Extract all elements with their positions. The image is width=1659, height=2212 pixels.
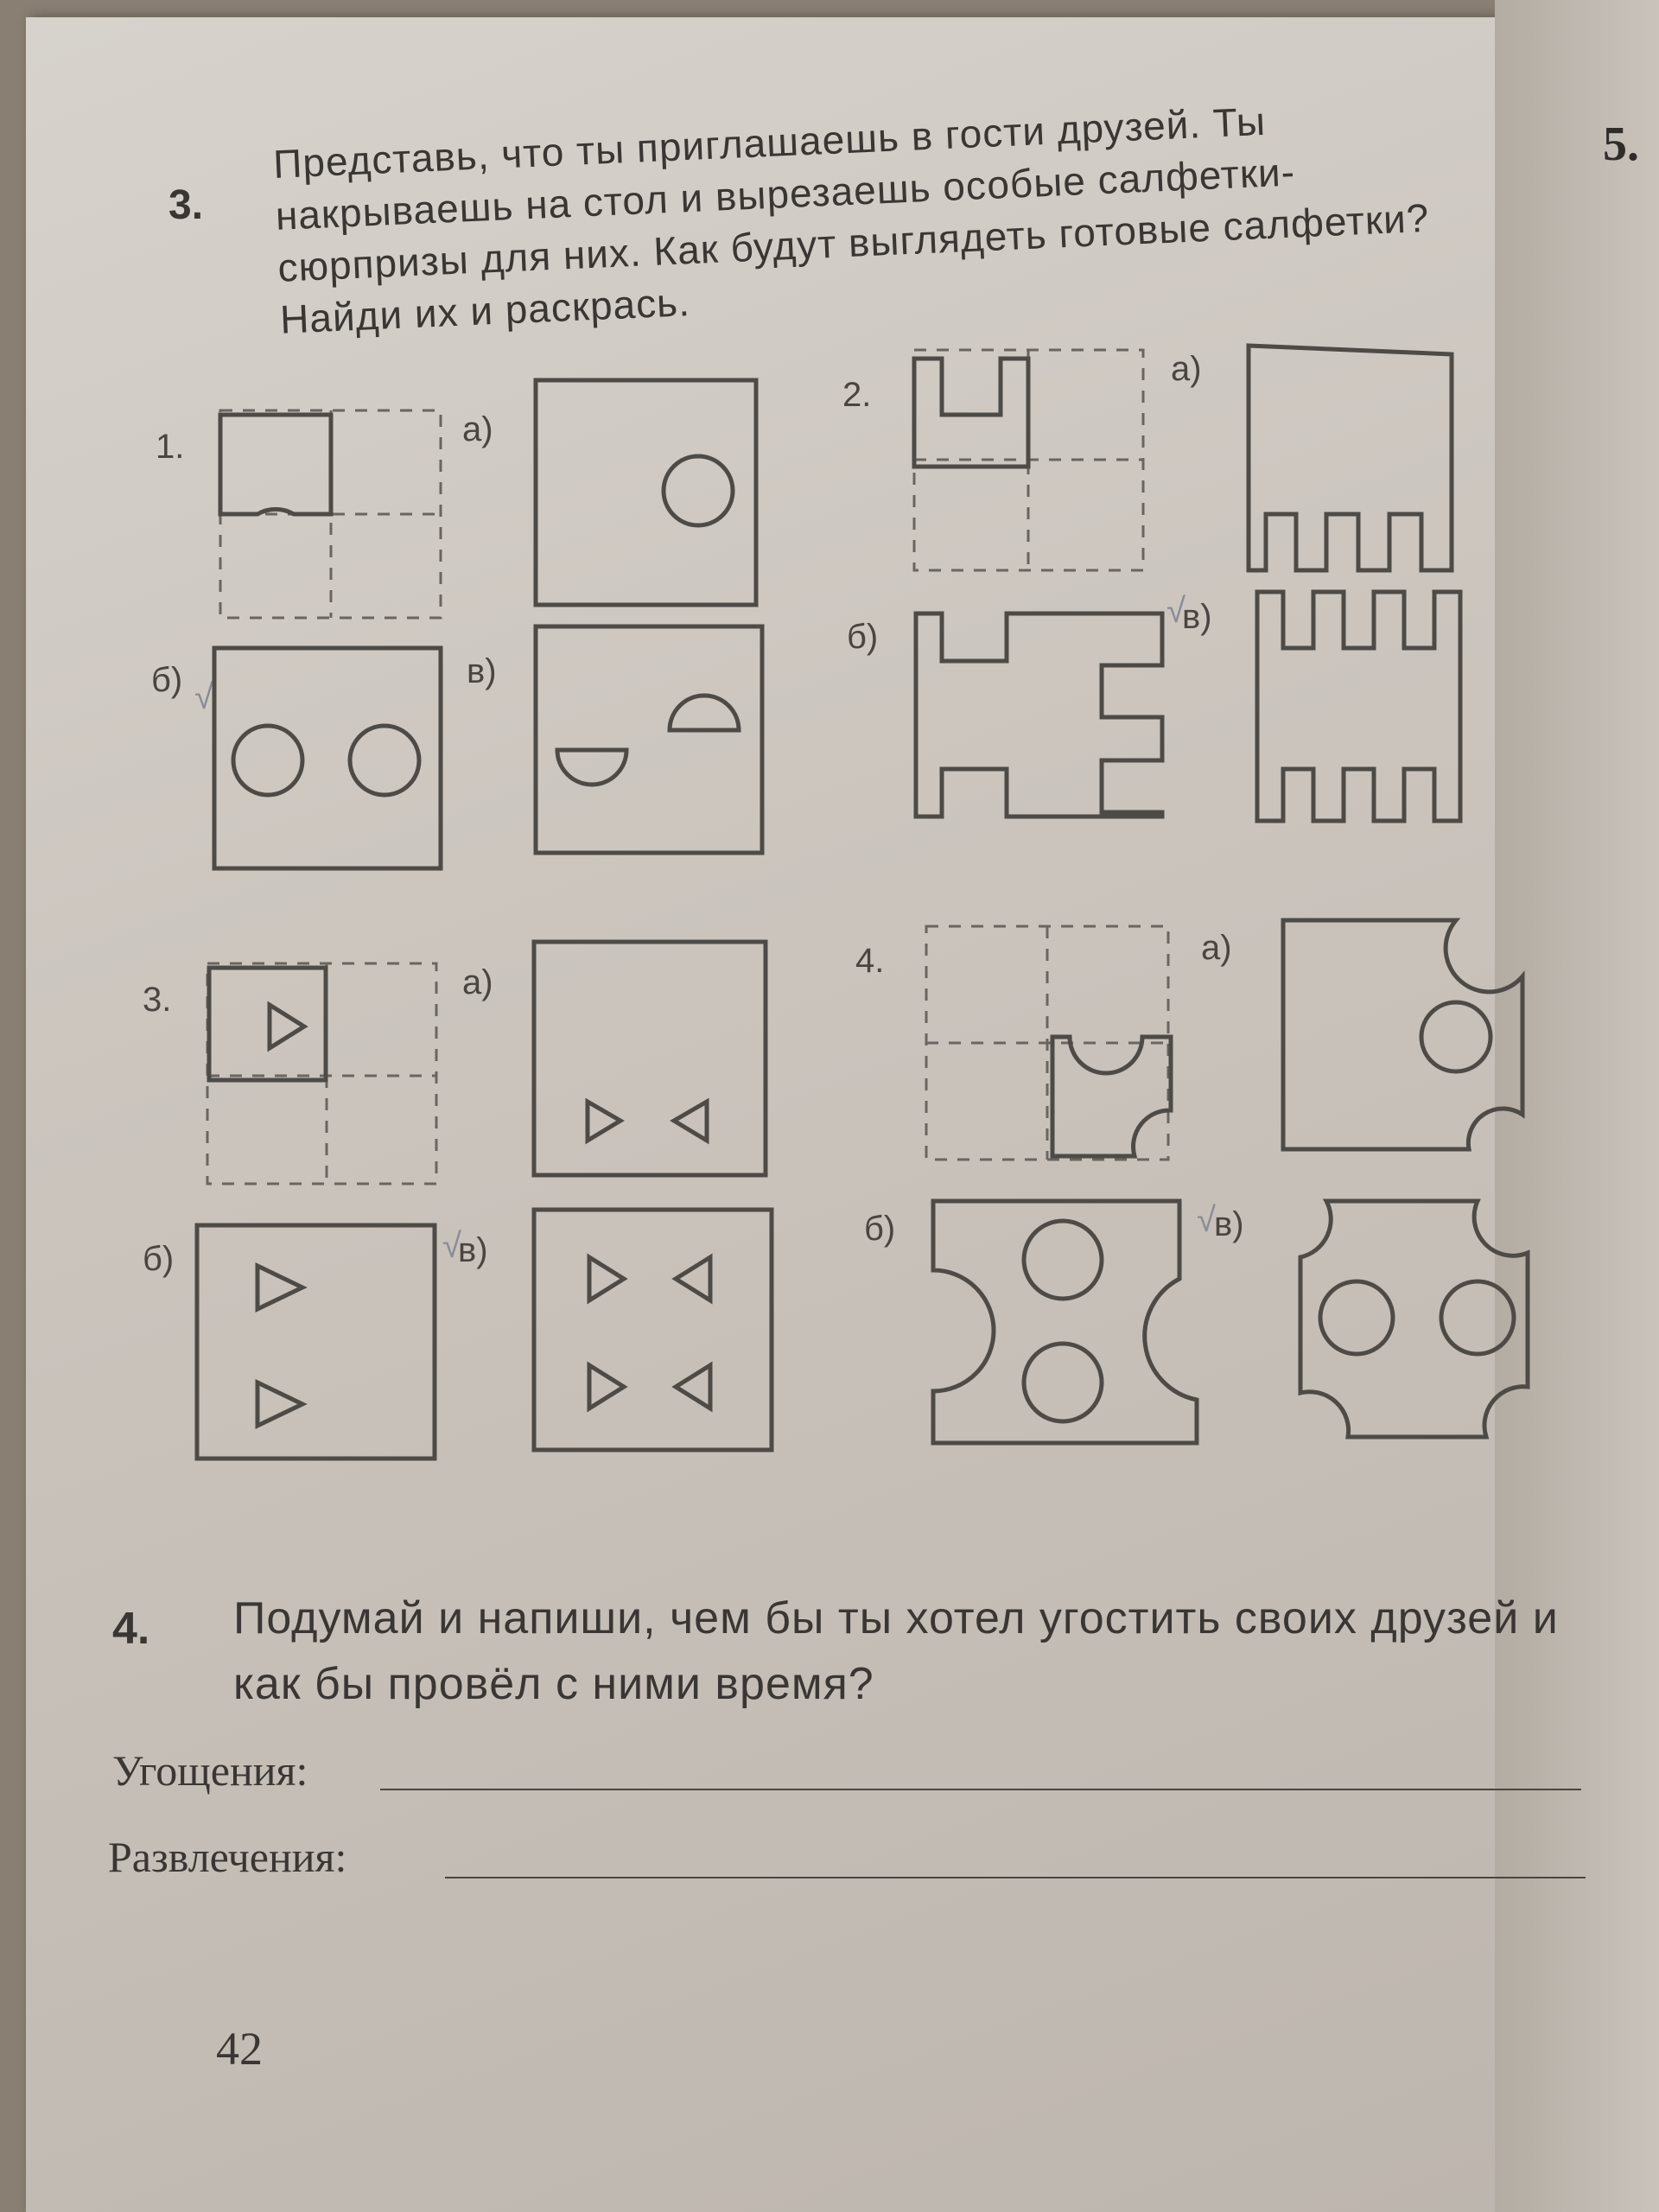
puzzle-3-option-b[interactable] (197, 1225, 435, 1459)
fun-answer-line[interactable] (445, 1877, 1586, 1878)
task-3-text: Представь, что ты приглашаешь в гости друзей. Ты накрываешь на стол и вырезаешь особые салфетки-сюрпризы для них. Как будут выглядеть готовые салфетки? Найди их и раскрась. (272, 98, 1431, 342)
task-4-number: 4. (112, 1604, 150, 1654)
puzzle-1-option-b[interactable] (214, 648, 441, 868)
puzzle-4-option-b[interactable] (933, 1201, 1197, 1443)
puzzle-4-number: 4. (855, 942, 885, 980)
fun-label: Развлечения: (108, 1833, 347, 1881)
puzzle-2-option-a-label[interactable]: а) (1171, 350, 1202, 388)
puzzle-3-option-a[interactable] (534, 942, 766, 1175)
treats-label: Угощения: (112, 1746, 308, 1795)
puzzle-3-option-a-label[interactable]: а) (462, 963, 493, 1001)
puzzle-2-option-a[interactable] (1249, 346, 1452, 570)
task-3-number: 3. (168, 182, 204, 228)
next-page-task-number: 5. (1603, 118, 1639, 171)
check-mark: √ (194, 678, 213, 716)
check-mark: √ (1197, 1201, 1216, 1239)
page-number: 42 (216, 2023, 263, 2075)
puzzle-2-option-v-label[interactable]: в) (1182, 598, 1212, 636)
puzzle-2-number: 2. (842, 376, 872, 414)
puzzle-2-option-b-label[interactable]: б) (847, 618, 879, 656)
puzzle-3-folded-napkin (207, 963, 436, 1184)
puzzle-3-option-b-label[interactable]: б) (143, 1240, 175, 1278)
check-mark: √ (442, 1227, 461, 1265)
puzzle-1-folded-napkin (220, 410, 441, 618)
puzzle-2-option-b[interactable] (916, 613, 1162, 817)
puzzle-3-option-v-label[interactable]: в) (458, 1231, 488, 1269)
puzzle-4-option-v-label[interactable]: в) (1214, 1205, 1244, 1243)
puzzle-1-option-b-label[interactable]: б) (151, 661, 183, 699)
task-4-text: Подумай и напиши, чем бы ты хотел угостить своих друзей и как бы провёл с ними время? (233, 1593, 1559, 1709)
puzzle-4-option-b-label[interactable]: б) (864, 1210, 896, 1248)
puzzle-2-option-v[interactable] (1257, 592, 1460, 821)
puzzle-4-folded-napkin (926, 926, 1171, 1160)
puzzle-1-number: 1. (156, 428, 185, 466)
puzzle-4-option-a-label[interactable]: а) (1201, 929, 1232, 967)
puzzle-4-option-a[interactable] (1283, 920, 1522, 1149)
puzzle-2-folded-napkin (914, 350, 1143, 570)
puzzle-3-number: 3. (143, 981, 172, 1019)
puzzle-3-option-v[interactable] (534, 1210, 772, 1450)
puzzle-1-option-v[interactable] (536, 626, 762, 853)
puzzle-4-option-v[interactable] (1300, 1201, 1528, 1437)
check-mark: √ (1166, 592, 1185, 630)
treats-answer-line[interactable] (380, 1789, 1581, 1790)
puzzle-1-option-v-label[interactable]: в) (467, 652, 497, 690)
puzzle-1-option-a[interactable] (536, 380, 756, 605)
puzzle-1-option-a-label[interactable]: а) (462, 410, 493, 448)
